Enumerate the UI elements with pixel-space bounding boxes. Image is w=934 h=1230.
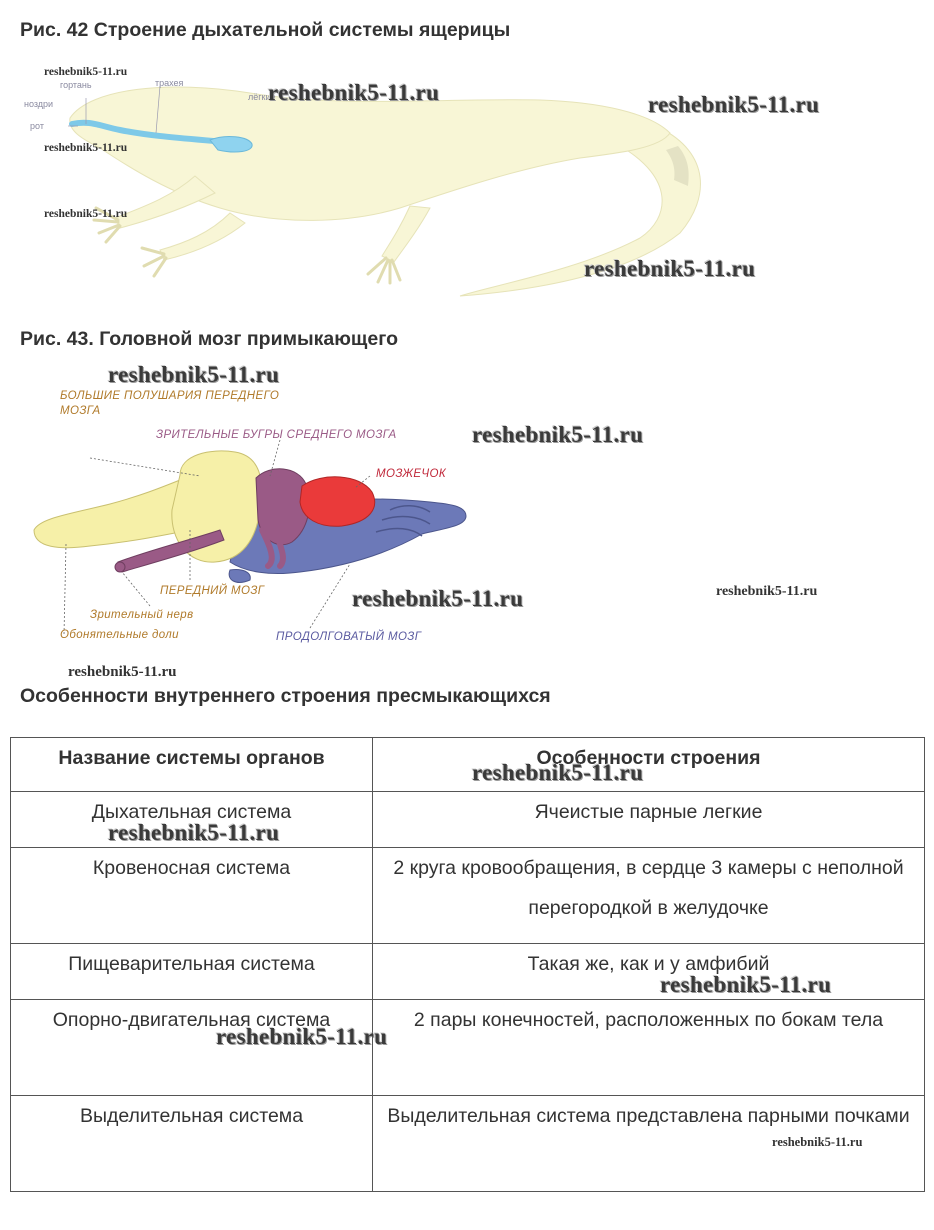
label-nostrils: ноздри: [24, 99, 54, 109]
features-cell: Выделительная система представлена парными почками: [373, 1096, 925, 1192]
table-row: [11, 1000, 925, 1096]
label-lung: лёгкие: [248, 92, 276, 102]
label-cerebellum: МОЗЖЕЧОК: [376, 468, 447, 480]
watermark: reshebnik5-11.ru: [44, 66, 128, 78]
label-optic-nerve: Зрительный нерв: [90, 609, 194, 621]
system-cell: Кровеносная система: [11, 848, 373, 944]
system-cell: Выделительная система: [11, 1096, 373, 1192]
fig42-title: Рис. 42 Строение дыхательной системы ящерицы: [20, 19, 511, 41]
label-mouth: рот: [30, 121, 44, 131]
label-medulla: ПРОДОЛГОВАТЫЙ МОЗГ: [276, 631, 422, 643]
section-title: Особенности внутреннего строения пресмыкающихся: [20, 685, 551, 707]
features-cell: Такая же, как и у амфибий: [373, 944, 925, 1000]
table-header-row: [11, 738, 925, 792]
label-hemispheres-1: БОЛЬШИЕ ПОЛУШАРИЯ ПЕРЕДНЕГО: [60, 390, 280, 402]
watermark: reshebnik5-11.ru: [108, 362, 280, 387]
table-header: Название системы органов: [11, 738, 373, 792]
system-cell: Опорно-двигательная система: [11, 1000, 373, 1096]
watermark: reshebnik5-11.ru: [716, 584, 818, 599]
watermark: reshebnik5-11.ru: [772, 1135, 863, 1149]
table-header: Особенности строения: [373, 738, 925, 792]
label-midbrain: ЗРИТЕЛЬНЫЕ БУГРЫ СРЕДНЕГО МОЗГА: [156, 429, 397, 441]
olfactory-lobe-shape: [34, 480, 190, 548]
features-cell: 2 пары конечностей, расположенных по бокам тела: [373, 1000, 925, 1096]
features-cell: Ячеистые парные легкие: [373, 792, 925, 848]
features-cell: 2 круга кровообращения, в сердце 3 камеры с неполной перегородкой в желудочке: [373, 848, 925, 944]
watermark: reshebnik5-11.ru: [44, 208, 128, 220]
watermark: reshebnik5-11.ru: [44, 142, 128, 154]
system-cell: Дыхательная система: [11, 792, 373, 848]
watermark: reshebnik5-11.ru: [472, 760, 644, 785]
watermark: reshebnik5-11.ru: [352, 586, 524, 611]
cerebellum-shape: [300, 477, 375, 526]
organ-systems-table: [10, 737, 925, 1192]
label-forebrain: ПЕРЕДНИЙ МОЗГ: [160, 585, 265, 597]
watermark: reshebnik5-11.ru: [108, 820, 280, 845]
label-trachea: трахея: [155, 78, 184, 88]
system-cell: Пищеварительная система: [11, 944, 373, 1000]
watermark: reshebnik5-11.ru: [584, 256, 756, 281]
label-hemispheres-2: МОЗГА: [60, 405, 101, 417]
label-larynx: гортань: [60, 80, 92, 90]
table-row: [11, 848, 925, 944]
watermark: reshebnik5-11.ru: [216, 1024, 388, 1049]
watermark: reshebnik5-11.ru: [472, 422, 644, 447]
watermark: reshebnik5-11.ru: [68, 664, 177, 680]
watermark: reshebnik5-11.ru: [268, 80, 440, 105]
fig43-title: Рис. 43. Головной мозг примыкающего: [20, 328, 398, 350]
label-olfactory: Обонятельные доли: [60, 629, 179, 641]
watermark: reshebnik5-11.ru: [648, 92, 820, 117]
watermark: reshebnik5-11.ru: [660, 972, 832, 997]
